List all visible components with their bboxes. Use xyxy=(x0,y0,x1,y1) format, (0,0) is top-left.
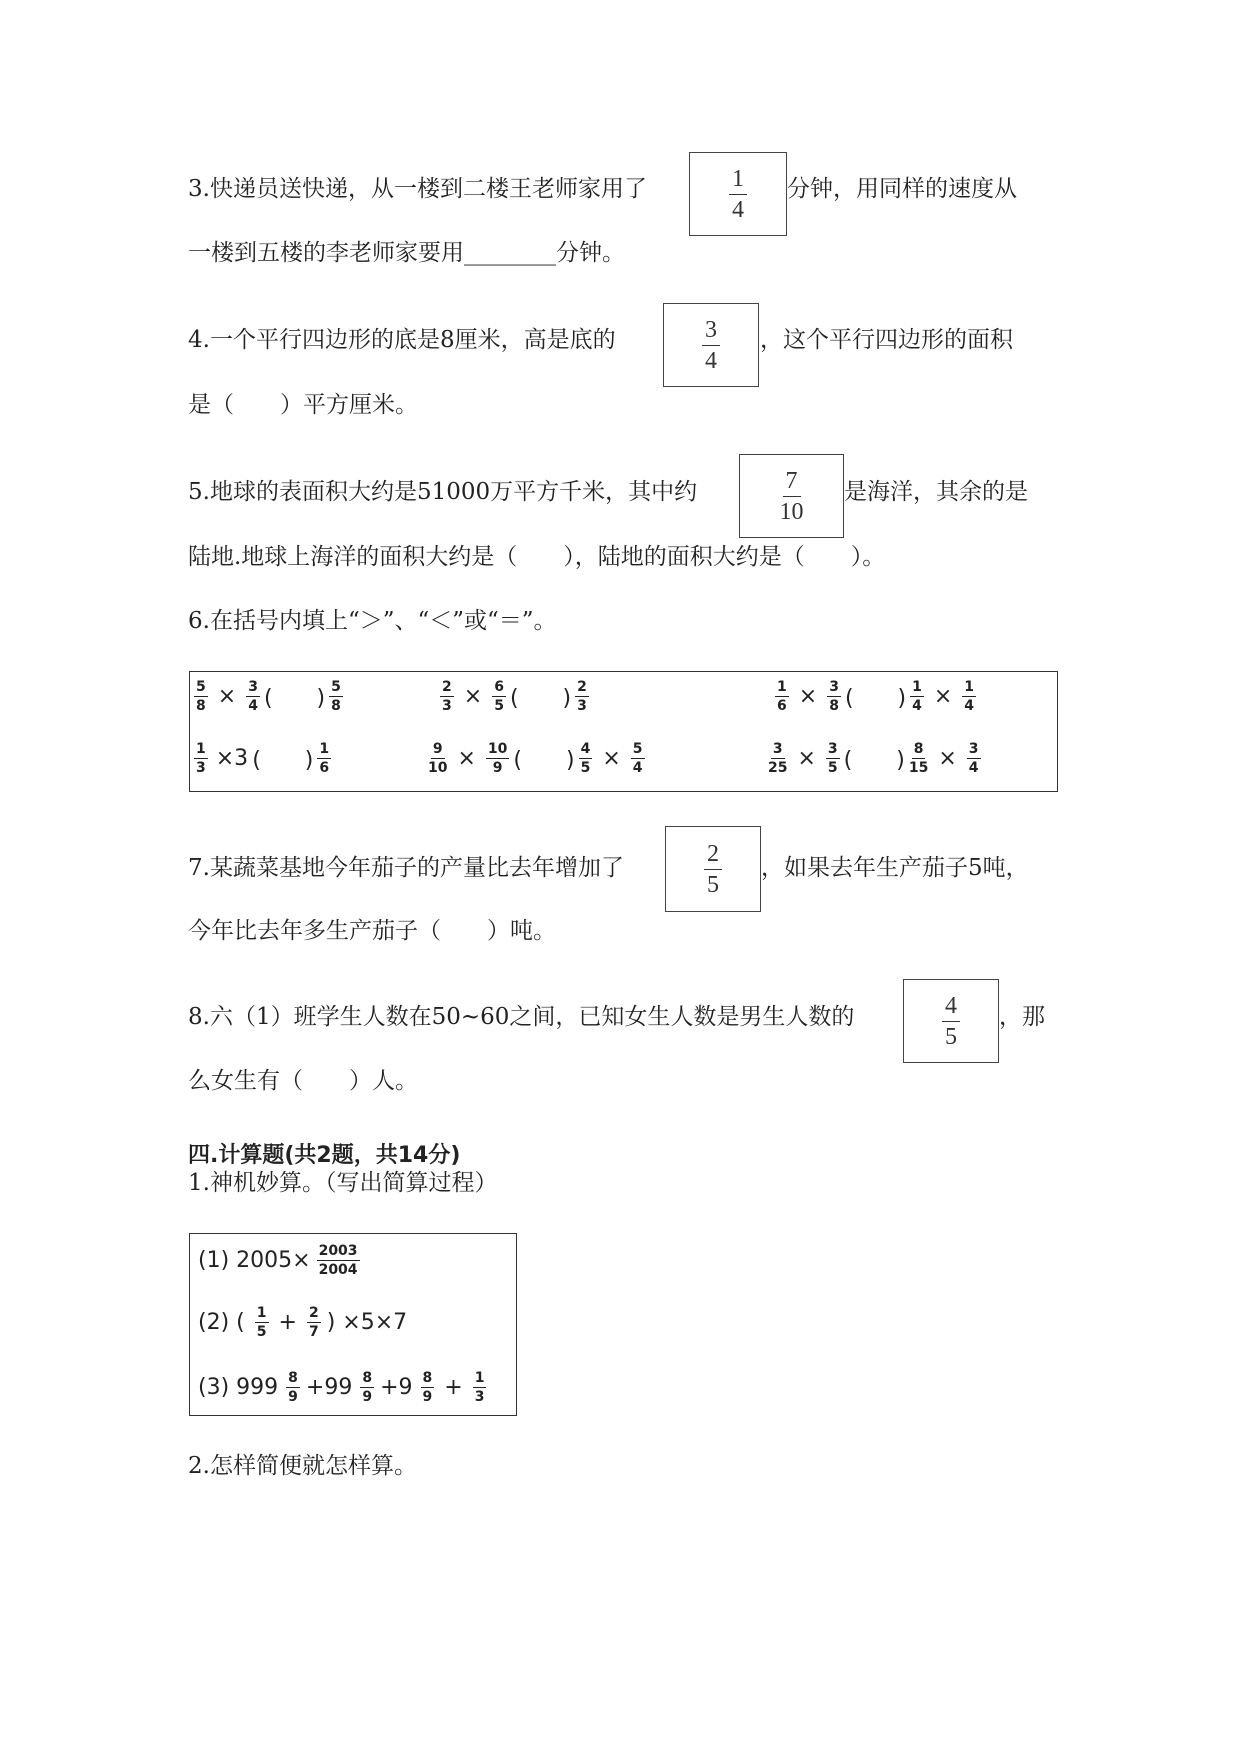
q6-row1-left: $\frac{5}{8}$ × $\frac{3}{4}$ ( ) $\frac{5}{8}$ xyxy=(196,679,341,714)
q6-comparison-table xyxy=(189,671,1058,792)
section-heading: 四.计算题(共2题，共14分) xyxy=(188,1143,461,1168)
calc-item-3: (3) 999 $\frac{8}{9}$ +99 $\frac{8}{9}$ +9 $\frac{8}{9}$ + $\frac{1}{3}$ xyxy=(198,1370,485,1405)
q8-frac-num: 4 xyxy=(942,994,960,1022)
q8-line2: 么女生有（ ）人。 xyxy=(188,1068,418,1094)
q3-frac-num: 1 xyxy=(729,167,747,195)
q8-line1-before: 8.六（1）班学生人数在50~60之间，已知女生人数是男生人数的 xyxy=(188,1004,855,1030)
q4-frac-den: 4 xyxy=(705,347,717,374)
q8-line1-after: ，那 xyxy=(999,1004,1045,1030)
q3-line1-after: 分钟，用同样的速度从 xyxy=(787,176,1017,202)
q5-frac-num: 7 xyxy=(783,469,801,497)
calc-box xyxy=(189,1233,517,1416)
q3-line1-before: 3.快递员送快递，从一楼到二楼王老师家用了 xyxy=(188,176,647,202)
q7-frac-num: 2 xyxy=(704,842,722,870)
q5-line2: 陆地.地球上海洋的面积大约是（ ），陆地的面积大约是（ ）。 xyxy=(188,544,886,570)
calc-item-1: (1) 2005× $\frac{2003}{2004}$ xyxy=(198,1243,358,1278)
q4-line1-after: ，这个平行四边形的面积 xyxy=(760,327,1013,353)
q6-row1-mid: $\frac{2}{3}$ × $\frac{6}{5}$ ( ) $\frac{2}{3}$ xyxy=(442,679,587,714)
section4-q1-text: 1.神机妙算。（写出简算过程） xyxy=(188,1170,498,1196)
q4-fraction-box xyxy=(663,303,759,387)
q8-frac-den: 5 xyxy=(945,1023,957,1050)
q4-frac-num: 3 xyxy=(702,318,720,346)
q8-fraction-box xyxy=(903,979,999,1063)
q5-line1-before: 5.地球的表面积大约是51000万平方千米，其中约 xyxy=(188,479,698,505)
q5-line1-after: 是海洋，其余的是 xyxy=(844,479,1028,505)
q4-line2: 是（ ）平方厘米。 xyxy=(188,392,418,418)
q5-frac-den: 10 xyxy=(779,498,804,525)
q3-frac-den: 4 xyxy=(732,196,744,223)
q3-line2: 一楼到五楼的李老师家要用________分钟。 xyxy=(188,240,625,266)
q5-fraction-box xyxy=(739,454,844,538)
q4-line1-before: 4.一个平行四边形的底是8厘米，高是底的 xyxy=(188,327,616,353)
calc-item-2: (2) ( $\frac{1}{5}$ + $\frac{2}{7}$ ) ×5×7 xyxy=(198,1305,408,1340)
q6-row2-right: $\frac{3}{25}$ × $\frac{3}{5}$ ( ) $\frac{8}{15}$ × $\frac{3}{4}$ xyxy=(768,741,979,776)
q7-frac-den: 5 xyxy=(707,871,719,898)
q6-text: 6.在括号内填上“＞”、“＜”或“＝”。 xyxy=(188,608,557,634)
q7-line2: 今年比去年多生产茄子（ ）吨。 xyxy=(188,918,556,944)
q7-fraction-box xyxy=(665,826,761,912)
q6-row1-right: $\frac{1}{6}$ × $\frac{3}{8}$ ( ) $\frac{1}{4}$ × $\frac{1}{4}$ xyxy=(777,679,975,714)
q7-line1-before: 7.某蔬菜基地今年茄子的产量比去年增加了 xyxy=(188,855,624,881)
q6-row2-left: $\frac{1}{3}$ ×3 ( ) $\frac{1}{6}$ xyxy=(196,741,330,776)
q7-line1-after: ，如果去年生产茄子5吨， xyxy=(761,855,1029,881)
q3-fraction-box xyxy=(689,152,787,236)
section4-q2-text: 2.怎样简便就怎样算。 xyxy=(188,1453,417,1479)
q6-row2-mid: $\frac{9}{10}$ × $\frac{10}{9}$ ( ) $\frac{4}{5}$ × $\frac{5}{4}$ xyxy=(428,741,643,776)
